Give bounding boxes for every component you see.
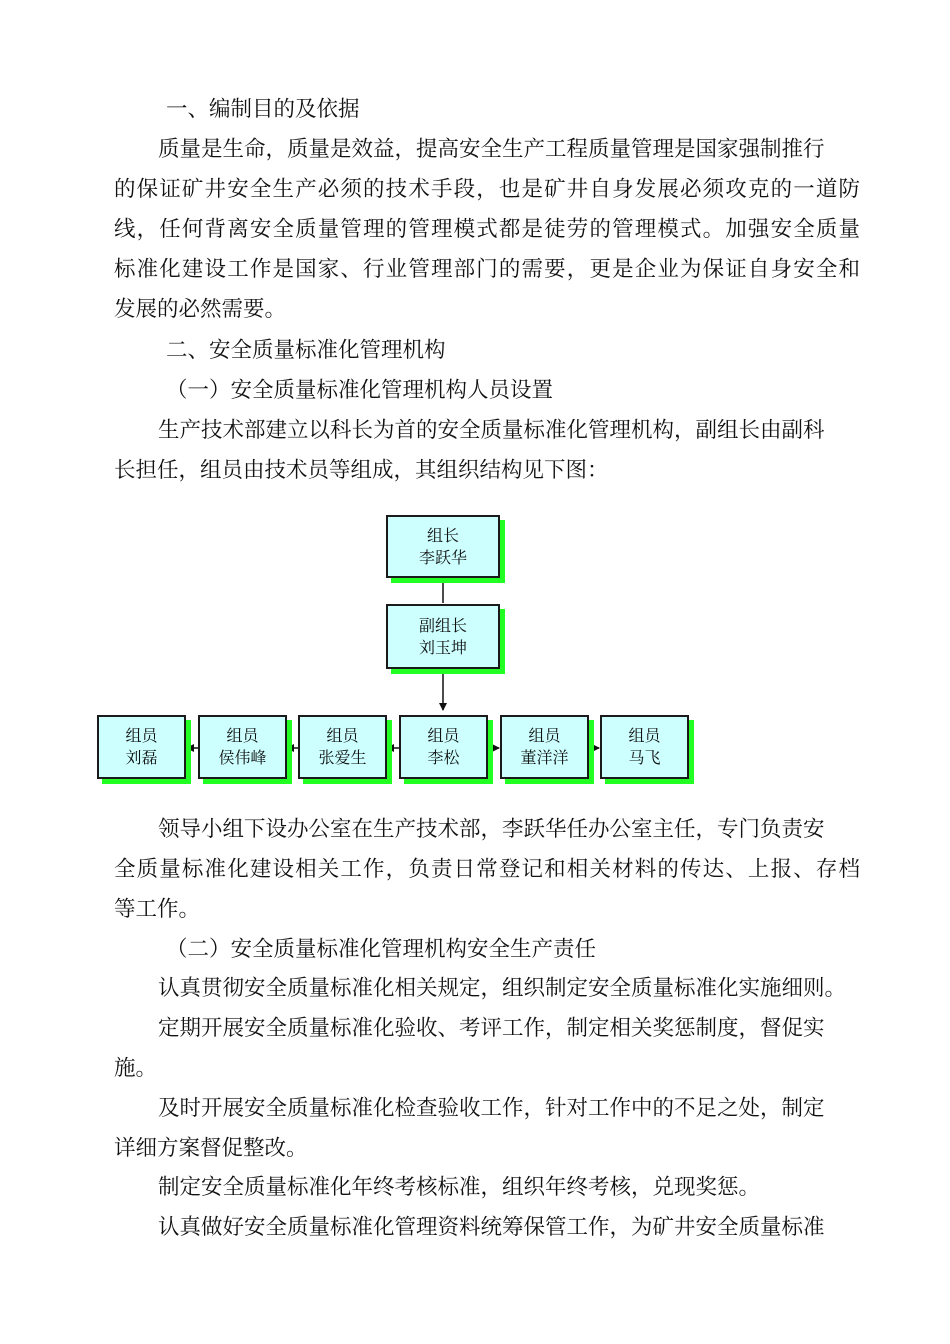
org-role: 组员 [528,726,561,745]
org-box-deputy [386,604,500,669]
org-role: 组员 [326,726,359,745]
org-role: 组员 [427,726,460,745]
paragraph-line: 定期开展安全质量标准化验收、考评工作，制定相关奖惩制度，督促实 [158,1016,825,1041]
paragraph-line: 线，任何背离安全质量管理的管理模式都是徒劳的管理模式。加强安全质量 [114,217,860,242]
section-heading-1: 一、编制目的及依据 [166,97,360,122]
paragraph-line: 施。 [114,1056,158,1081]
org-person-name: 马飞 [628,748,661,767]
paragraph-line: 发展的必然需要。 [114,297,287,322]
subsection-heading-1: （一）安全质量标准化管理机构人员设置 [166,378,554,403]
org-box-member [399,715,488,779]
org-box-member [298,715,387,779]
paragraph-line: 认真做好安全质量标准化管理资料统筹保管工作，为矿井安全质量标准 [158,1215,825,1240]
org-person-name: 刘玉坤 [418,637,467,657]
org-person-name: 侯伟峰 [218,748,267,767]
org-person-name: 刘磊 [125,748,158,767]
org-person-name: 李松 [427,748,460,767]
org-box-member [600,715,689,779]
section-heading-2: 二、安全质量标准化管理机构 [166,338,446,363]
org-role: 组员 [125,726,158,745]
org-role: 副组长 [418,615,467,635]
paragraph-line: 认真贯彻安全质量标准化相关规定，组织制定安全质量标准化实施细则。 [158,976,847,1001]
org-chart [94,512,694,787]
org-person-name: 张爱生 [318,748,367,767]
paragraph-line: 及时开展安全质量标准化检查验收工作，针对工作中的不足之处，制定 [158,1096,825,1121]
paragraph-line: 全质量标准化建设相关工作，负责日常登记和相关材料的传达、上报、存档 [114,857,860,882]
org-person-name: 董洋洋 [520,748,569,767]
paragraph-line: 的保证矿井安全生产必须的技术手段，也是矿井自身发展必须攻克的一道防 [114,177,860,202]
org-role: 组员 [226,726,259,745]
org-box-member [500,715,589,779]
paragraph-line: 领导小组下设办公室在生产技术部，李跃华任办公室主任，专门负责安 [158,817,825,842]
org-role: 组长 [426,525,459,545]
paragraph-line: 标准化建设工作是国家、行业管理部门的需要，更是企业为保证自身安全和 [114,257,860,282]
org-box-leader [386,515,500,578]
paragraph-line: 长担任，组员由技术员等组成，其组织结构见下图： [114,458,609,483]
paragraph-line: 质量是生命，质量是效益，提高安全生产工程质量管理是国家强制推行 [158,137,825,162]
paragraph-line: 生产技术部建立以科长为首的安全质量标准化管理机构，副组长由副科 [158,418,825,443]
org-box-member [97,715,186,779]
org-person-name: 李跃华 [418,547,467,567]
paragraph-line: 制定安全质量标准化年终考核标准，组织年终考核，兑现奖惩。 [158,1175,761,1200]
subsection-heading-2: （二）安全质量标准化管理机构安全生产责任 [166,937,597,962]
paragraph-line: 详细方案督促整改。 [114,1136,308,1161]
org-role: 组员 [628,726,661,745]
org-box-member [198,715,287,779]
paragraph-line: 等工作。 [114,897,201,922]
